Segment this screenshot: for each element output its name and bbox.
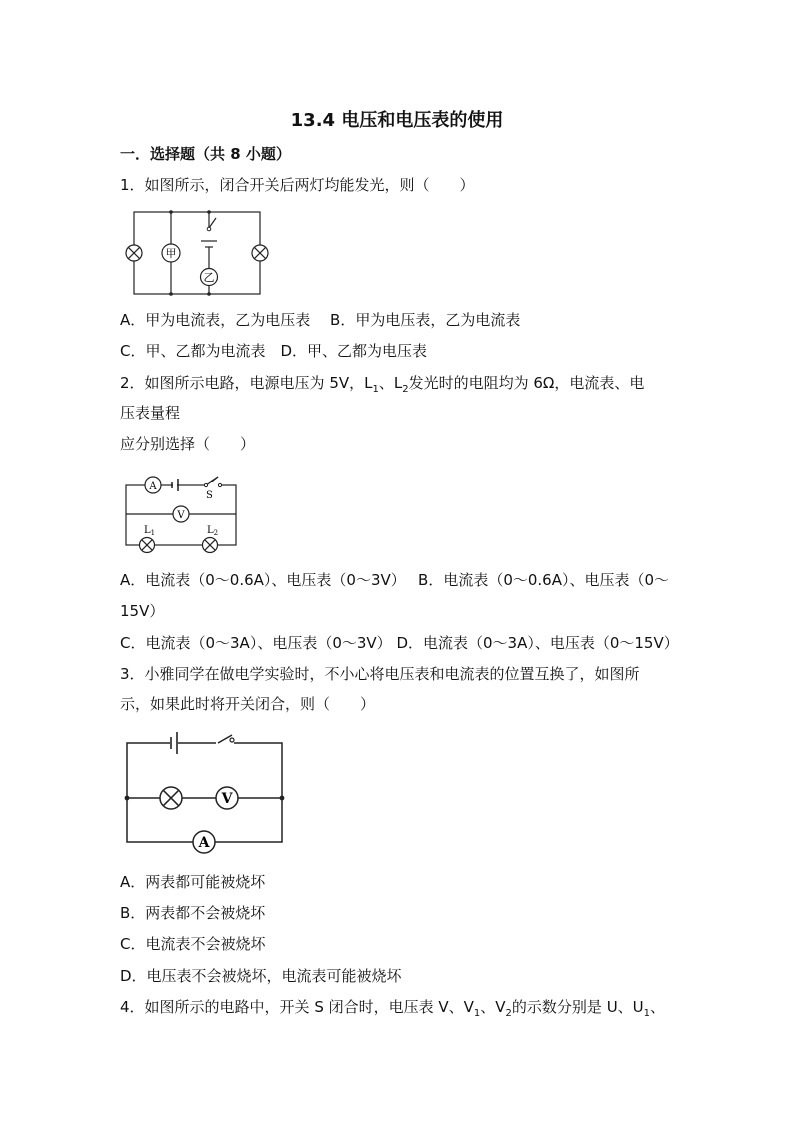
q1-lamp-left [126, 245, 142, 261]
q1-lamp-right [252, 245, 268, 261]
q2-switch-label: S [206, 490, 213, 501]
q1-meter-jia-label: 甲 [165, 247, 177, 260]
q2-stem-line2: 压表量程 [120, 404, 181, 422]
q2-l1-label: $L_1$ [144, 525, 156, 537]
q1-options-line1: A．甲为电流表，乙为电压表 B．甲为电压表，乙为电流表 [120, 311, 521, 329]
q1-outer-wire [134, 212, 260, 294]
q1-stem: 1．如图所示，闭合开关后两灯均能发光，则（ ） [120, 176, 475, 194]
q2-ammeter-label: A [149, 481, 157, 492]
q1-meter-yi-label: 乙 [203, 271, 215, 284]
q2-options-line2: 15V） [120, 602, 165, 620]
q2-l2-label: $L_2$ [207, 525, 219, 537]
q2-voltmeter-label: V [177, 510, 185, 521]
section-heading: 一．选择题（共 8 小题） [120, 145, 291, 163]
q4-stem-line1: 4．如图所示的电路中，开关 S 闭合时，电压表 V、$V_1$、$V_2$的示数分别是 U、$U_1$、 [120, 998, 666, 1019]
q3-option-c: C．电流表不会被烧坏 [120, 935, 266, 953]
q2-lamp-l2 [203, 538, 218, 553]
q3-ammeter-label: A [198, 835, 210, 851]
q2-options-line1: A．电流表（0～0.6A）、电压表（0～3V） B．电流表（0～0.6A）、电压表（0～ [120, 571, 670, 589]
q2-stem-line1: 2．如图所示电路，电源电压为 5V，$L_1$、$L_2$发光时的电阻均为 6Ω，电流表、电 [120, 374, 645, 395]
page-title: 13.4 电压和电压表的使用 [290, 110, 504, 131]
q3-option-b: B．两表都不会被烧坏 [120, 904, 266, 922]
q3-stem-line1: 3．小雅同学在做电学实验时，不小心将电压表和电流表的位置互换了，如图所 [120, 665, 640, 683]
q2-options-line3: C．电流表（0～3A）、电压表（0～3V） D．电流表（0～3A）、电压表（0～15V） [120, 634, 679, 652]
q1-options-line2: C．甲、乙都为电流表 D．甲、乙都为电压表 [120, 342, 428, 360]
q2-lamp-l1 [140, 538, 155, 553]
q3-lamp [160, 787, 182, 809]
q3-circuit-diagram [118, 728, 293, 858]
q2-stem-line3: 应分别选择（ ） [120, 435, 256, 453]
q1-circuit-diagram [120, 208, 270, 300]
q3-option-d: D．电压表不会被烧坏，电流表可能被烧坏 [120, 967, 402, 985]
q2-circuit-diagram [120, 470, 245, 555]
q3-outer-wire [127, 743, 282, 842]
q3-option-a: A．两表都可能被烧坏 [120, 873, 266, 891]
q3-stem-line2: 示，如果此时将开关闭合，则（ ） [120, 695, 376, 713]
q3-voltmeter-label: V [221, 791, 233, 807]
